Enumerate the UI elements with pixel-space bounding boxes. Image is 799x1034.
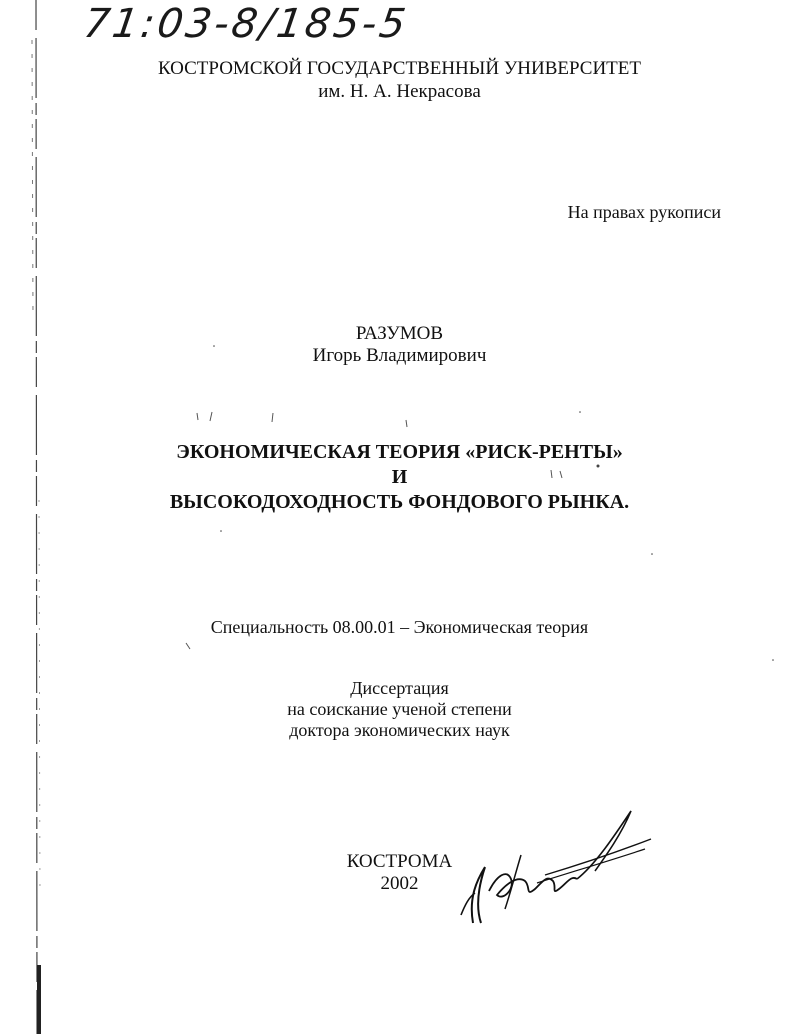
signature [445, 805, 655, 930]
dissertation-line-1: Диссертация [350, 678, 449, 698]
title-line-2: И [391, 466, 408, 488]
dissertation-title [0, 440, 799, 515]
title-line-1: ЭКОНОМИЧЕСКАЯ ТЕОРИЯ «РИСК-РЕНТЫ» [176, 441, 623, 463]
title-line-3: ВЫСОКОДОХОДНОСТЬ ФОНДОВОГО РЫНКА. [169, 491, 630, 513]
city: КОСТРОМА [346, 851, 453, 872]
year: 2002 [380, 873, 419, 894]
author-block [0, 323, 799, 367]
dissertation-line-2: на соискание ученой степени [287, 699, 512, 719]
scan-edge-mark [37, 965, 41, 1034]
author-given-names: Игорь Владимирович [312, 345, 487, 366]
dissertation-degree [0, 678, 799, 741]
specialty: Специальность 08.00.01 – Экономическая теория [210, 617, 589, 637]
dissertation-line-3: доктора экономических наук [289, 720, 510, 740]
university-named-after: им. Н. А. Некрасова [318, 81, 481, 102]
university-name: КОСТРОМСКОЙ ГОСУДАРСТВЕННЫЙ УНИВЕРСИТЕТ [157, 58, 642, 79]
place-and-year [0, 851, 799, 895]
author-surname: РАЗУМОВ [355, 323, 444, 344]
rights-note: На правах рукописи [567, 202, 721, 222]
university-header [0, 57, 799, 103]
archive-number: 71:03-8/185-5 [80, 1, 412, 47]
